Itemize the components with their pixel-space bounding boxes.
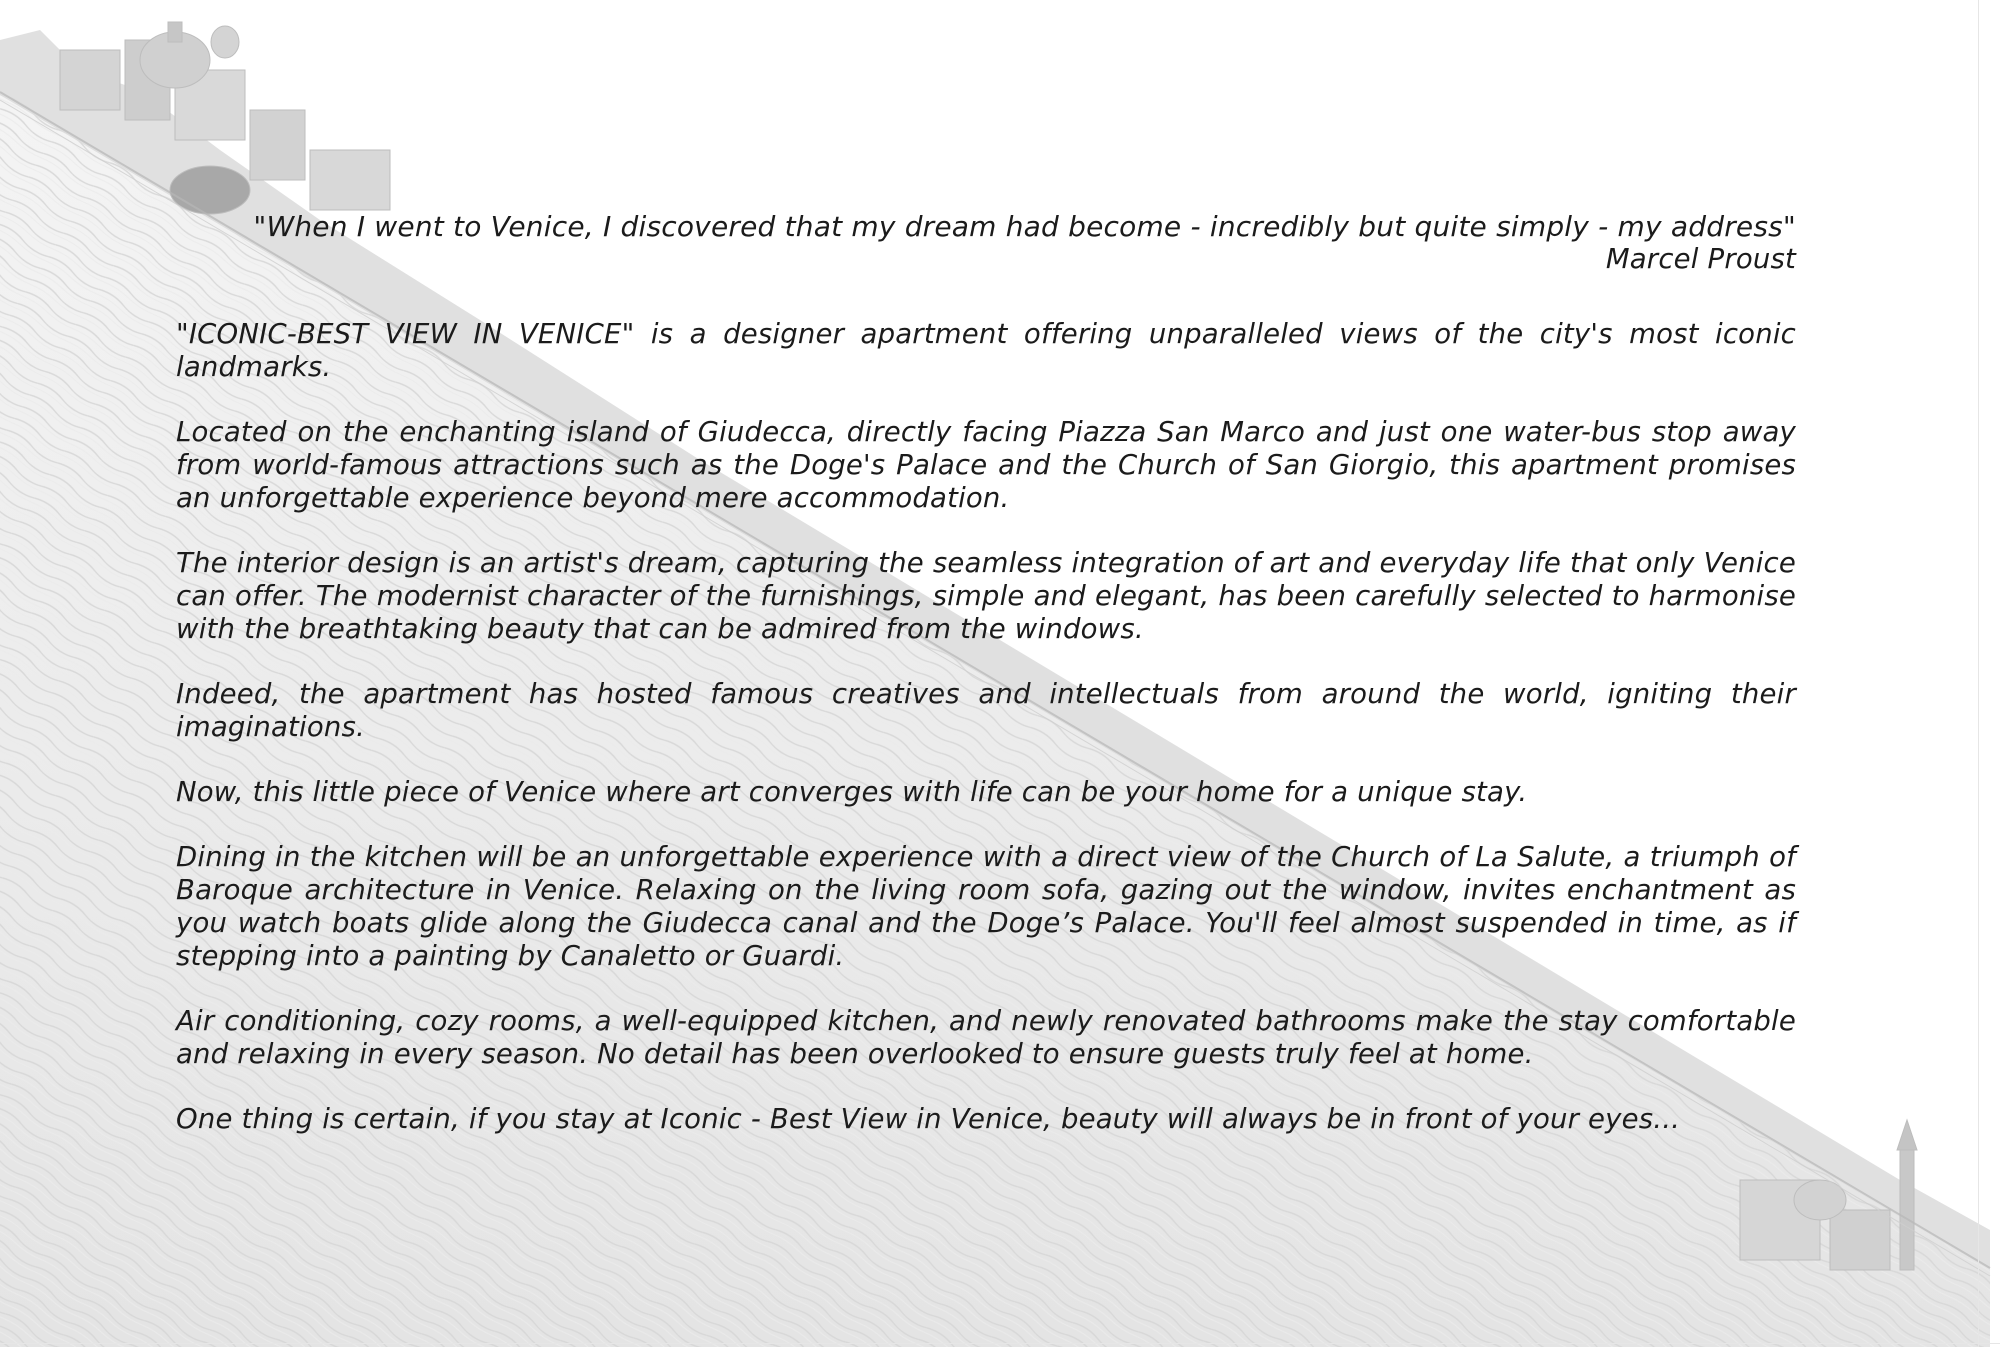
right-margin-line xyxy=(1978,0,1979,1347)
paragraph-interior: The interior design is an artist's dream, capturing the seamless integration of art and everyday life that only Venice can offer. The modernist character of the furnishings, simple and elegant, has been carefully selected to harmonise with the breathtaking beauty that can be admired from the windows. xyxy=(176,547,1796,645)
quote-text: "When I went to Venice, I discovered that my dream had become - incredibly but quite simply - my address" xyxy=(253,210,1796,243)
paragraph-home: Now, this little piece of Venice where art converges with life can be your home for a unique stay. xyxy=(176,776,1528,808)
paragraph-location: Located on the enchanting island of Giudecca, directly facing Piazza San Marco and just one water-bus stop away from world-famous attractions such as the Doge's Palace and the Church of San Giorgio, this apartment promises an unforgettable experience beyond mere accommodation. xyxy=(176,416,1796,514)
paragraph-closing: One thing is certain, if you stay at Iconic - Best View in Venice, beauty will always be in front of your eyes... xyxy=(176,1103,1681,1135)
paragraph-guests: Indeed, the apartment has hosted famous creatives and intellectuals from around the world, igniting their imaginations. xyxy=(176,678,1796,743)
bottom-margin-line xyxy=(0,1343,2000,1344)
description-text xyxy=(176,210,1796,1136)
paragraph-amenities: Air conditioning, cozy rooms, a well-equipped kitchen, and newly renovated bathrooms make the stay comfortable and relaxing in every season. No detail has been overlooked to ensure guests truly feel at home. xyxy=(176,1005,1796,1070)
paragraph-intro: "ICONIC-BEST VIEW IN VENICE" is a designer apartment offering unparalleled views of the city's most iconic landmarks. xyxy=(176,318,1796,383)
paragraph-dining: Dining in the kitchen will be an unforgettable experience with a direct view of the Church of La Salute, a triumph of Baroque architecture in Venice. Relaxing on the living room sofa, gazing out the window, invites enchantment as you watch boats glide along the Giudecca canal and the Doge’s Palace. You'll feel almost suspended in time, as if stepping into a painting by Canaletto or Guardi. xyxy=(176,841,1796,972)
quote-author: Marcel Proust xyxy=(1605,243,1796,275)
